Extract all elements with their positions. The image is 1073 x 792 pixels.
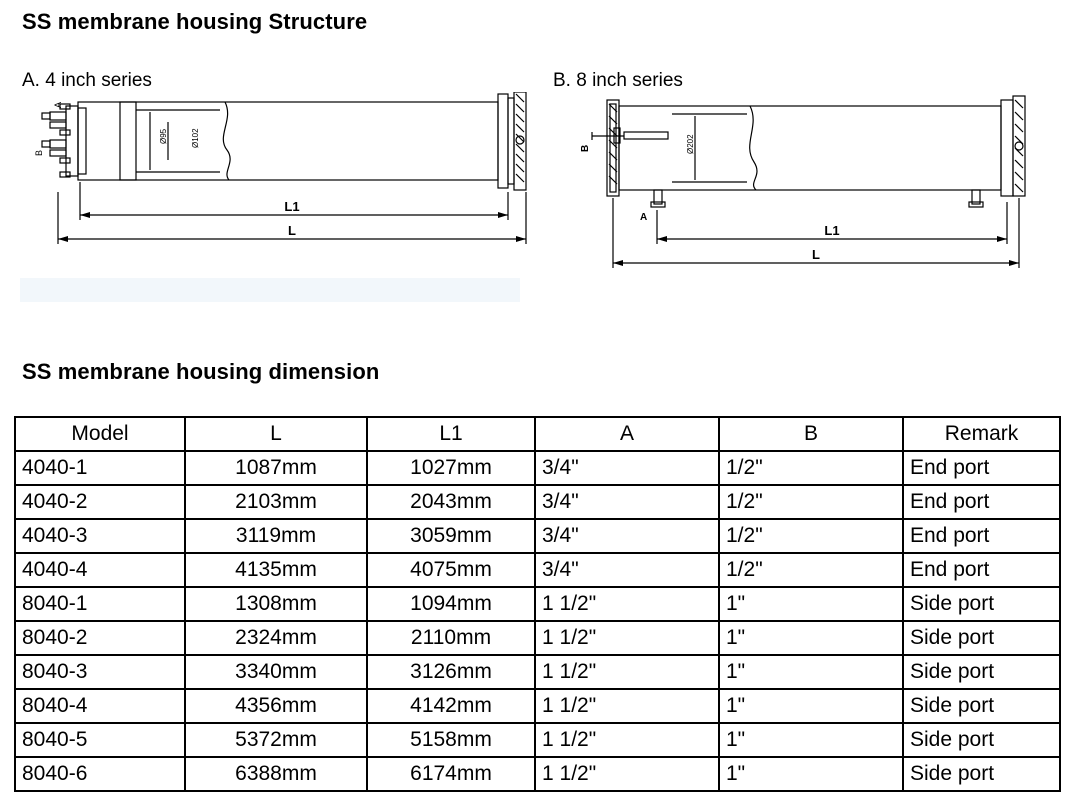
figure-b-label-l1: L1 (824, 223, 840, 238)
column-header-l1: L1 (367, 417, 535, 451)
cell-l1: 3126mm (367, 655, 535, 689)
cell-l: 4135mm (185, 553, 367, 587)
cell-a: 3/4" (535, 485, 719, 519)
figure-a-label-port-a: A (53, 101, 63, 108)
table-row (15, 519, 1060, 553)
cell-b: 1" (719, 723, 903, 757)
figure-a-label-diameter-95: Ø95 (159, 128, 168, 144)
cell-model: 8040-3 (15, 655, 185, 689)
cell-l: 3119mm (185, 519, 367, 553)
page-title-structure: SS membrane housing Structure (22, 9, 368, 34)
cell-remark: End port (903, 553, 1060, 587)
figure-8-inch-svg (552, 92, 1062, 292)
table-row (15, 757, 1060, 791)
cell-model: 8040-1 (15, 587, 185, 621)
cell-l: 2324mm (185, 621, 367, 655)
cell-remark: Side port (903, 757, 1060, 791)
cell-model: 4040-2 (15, 485, 185, 519)
cell-a: 3/4" (535, 451, 719, 485)
cell-remark: End port (903, 451, 1060, 485)
cell-a: 3/4" (535, 553, 719, 587)
cell-b: 1/2" (719, 553, 903, 587)
figure-b-label-l: L (812, 247, 820, 262)
cell-remark: Side port (903, 587, 1060, 621)
cell-model: 8040-4 (15, 689, 185, 723)
figure-a-label-l1: L1 (284, 199, 300, 214)
cell-b: 1" (719, 621, 903, 655)
cell-model: 8040-5 (15, 723, 185, 757)
figure-a-label-diameter-102: Ø102 (191, 128, 200, 148)
cell-b: 1" (719, 655, 903, 689)
dimension-table (14, 416, 1061, 792)
cell-b: 1/2" (719, 451, 903, 485)
figure-b-label-port-a: A (640, 212, 648, 223)
cell-remark: End port (903, 485, 1060, 519)
cell-l1: 4142mm (367, 689, 535, 723)
figure-4-inch-series (20, 92, 540, 292)
figure-4-inch-svg (20, 92, 540, 292)
cell-l1: 1094mm (367, 587, 535, 621)
cell-a: 1 1/2" (535, 723, 719, 757)
cell-l: 4356mm (185, 689, 367, 723)
cell-model: 4040-1 (15, 451, 185, 485)
table-row (15, 451, 1060, 485)
figure-a-caption: A. 4 inch series (22, 70, 152, 91)
cell-b: 1" (719, 587, 903, 621)
cell-l: 3340mm (185, 655, 367, 689)
cell-b: 1" (719, 757, 903, 791)
cell-a: 3/4" (535, 519, 719, 553)
cell-l1: 5158mm (367, 723, 535, 757)
table-header-row (15, 417, 1060, 451)
cell-l1: 1027mm (367, 451, 535, 485)
figure-b-label-diameter-202: Ø202 (686, 134, 695, 154)
figure-a-label-l: L (288, 223, 296, 238)
cell-a: 1 1/2" (535, 587, 719, 621)
column-header-model: Model (15, 417, 185, 451)
cell-model: 8040-2 (15, 621, 185, 655)
page-title-dimension: SS membrane housing dimension (22, 359, 380, 384)
cell-a: 1 1/2" (535, 689, 719, 723)
cell-l: 6388mm (185, 757, 367, 791)
column-header-b: B (719, 417, 903, 451)
column-header-remark: Remark (903, 417, 1060, 451)
cell-l: 2103mm (185, 485, 367, 519)
cell-l: 1308mm (185, 587, 367, 621)
cell-a: 1 1/2" (535, 757, 719, 791)
cell-l: 5372mm (185, 723, 367, 757)
cell-model: 4040-3 (15, 519, 185, 553)
table-row (15, 485, 1060, 519)
figure-8-inch-series (552, 92, 1062, 292)
column-header-l: L (185, 417, 367, 451)
figure-b-label-port-b: B (580, 144, 591, 152)
cell-l1: 6174mm (367, 757, 535, 791)
figure-b-caption: B. 8 inch series (553, 70, 683, 91)
cell-l: 1087mm (185, 451, 367, 485)
cell-l1: 4075mm (367, 553, 535, 587)
column-header-a: A (535, 417, 719, 451)
cell-a: 1 1/2" (535, 655, 719, 689)
cell-remark: Side port (903, 621, 1060, 655)
table-row (15, 723, 1060, 757)
cell-remark: End port (903, 519, 1060, 553)
cell-l1: 2110mm (367, 621, 535, 655)
table-body (15, 451, 1060, 791)
table-row (15, 689, 1060, 723)
table-row (15, 553, 1060, 587)
cell-model: 8040-6 (15, 757, 185, 791)
figure-a-label-port-b: B (34, 149, 44, 156)
cell-b: 1" (719, 689, 903, 723)
table-row (15, 621, 1060, 655)
table-row (15, 655, 1060, 689)
cell-b: 1/2" (719, 519, 903, 553)
cell-remark: Side port (903, 723, 1060, 757)
cell-remark: Side port (903, 689, 1060, 723)
cell-l1: 3059mm (367, 519, 535, 553)
cell-l1: 2043mm (367, 485, 535, 519)
table-row (15, 587, 1060, 621)
cell-a: 1 1/2" (535, 621, 719, 655)
cell-b: 1/2" (719, 485, 903, 519)
cell-model: 4040-4 (15, 553, 185, 587)
cell-remark: Side port (903, 655, 1060, 689)
